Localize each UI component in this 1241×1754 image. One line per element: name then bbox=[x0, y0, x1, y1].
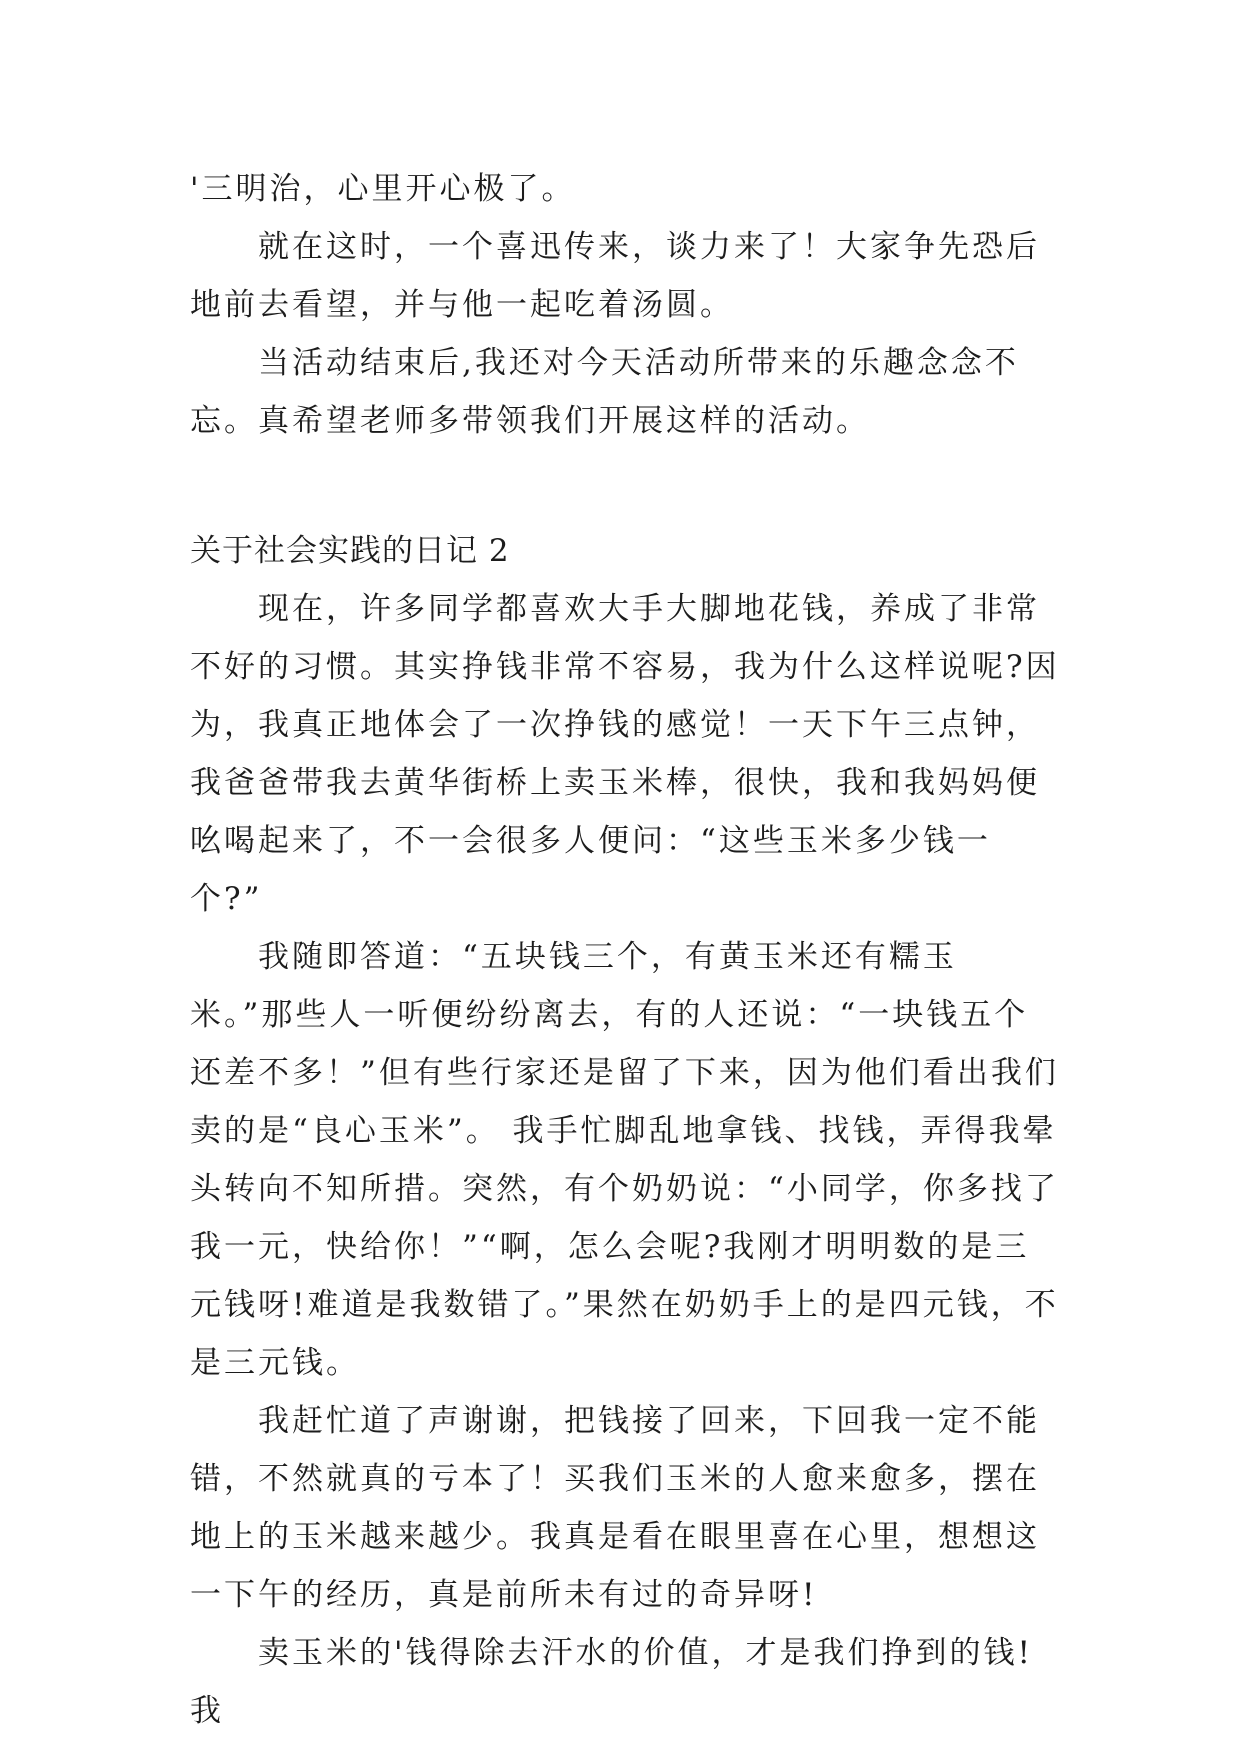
document-body bbox=[190, 160, 1060, 1740]
paragraph: 现在，许多同学都喜欢大手大脚地花钱，养成了非常不好的习惯。其实挣钱非常不容易，我为什么这样说呢?因为，我真正地体会了一次挣钱的感觉！一天下午三点钟，我爸爸带我去黄华街桥上卖玉米棒，很快，我和我妈妈便吆喝起来了，不一会很多人便问：“这些玉米多少钱一个?” bbox=[190, 591, 1060, 917]
paragraph: 我随即答道：“五块钱三个，有黄玉米还有糯玉米。”那些人一听便纷纷离去，有的人还说：“一块钱五个还差不多！”但有些行家还是留了下来，因为他们看出我们卖的是“良心玉米”。 我手忙脚乱地拿钱、找钱，弄得我晕头转向不知所措。突然，有个奶奶说：“小同学，你多找了我一元，快给你！”“啊，怎么会呢?我刚才明明数的是三元钱呀!难道是我数错了。”果然在奶奶手上的是四元钱，不是三元钱。 bbox=[190, 939, 1059, 1381]
section-heading: 关于社会实践的日记 2 bbox=[190, 533, 510, 569]
paragraph: 当活动结束后,我还对今天活动所带来的乐趣念念不忘。真希望老师多带领我们开展这样的活动。 bbox=[190, 345, 1019, 439]
paragraph: 就在这时，一个喜迅传来，谈力来了！大家争先恐后地前去看望，并与他一起吃着汤圆。 bbox=[190, 229, 1040, 323]
paragraph: 我赶忙道了声谢谢，把钱接了回来，下回我一定不能错，不然就真的亏本了！买我们玉米的人愈来愈多，摆在地上的玉米越来越少。我真是看在眼里喜在心里，想想这一下午的经历，真是前所未有过的奇异呀! bbox=[190, 1403, 1040, 1613]
paragraph: 卖玉米的'钱得除去汗水的价值，才是我们挣到的钱!我 bbox=[190, 1635, 1033, 1729]
paragraph-continuation: '三明治，心里开心极了。 bbox=[190, 171, 576, 207]
